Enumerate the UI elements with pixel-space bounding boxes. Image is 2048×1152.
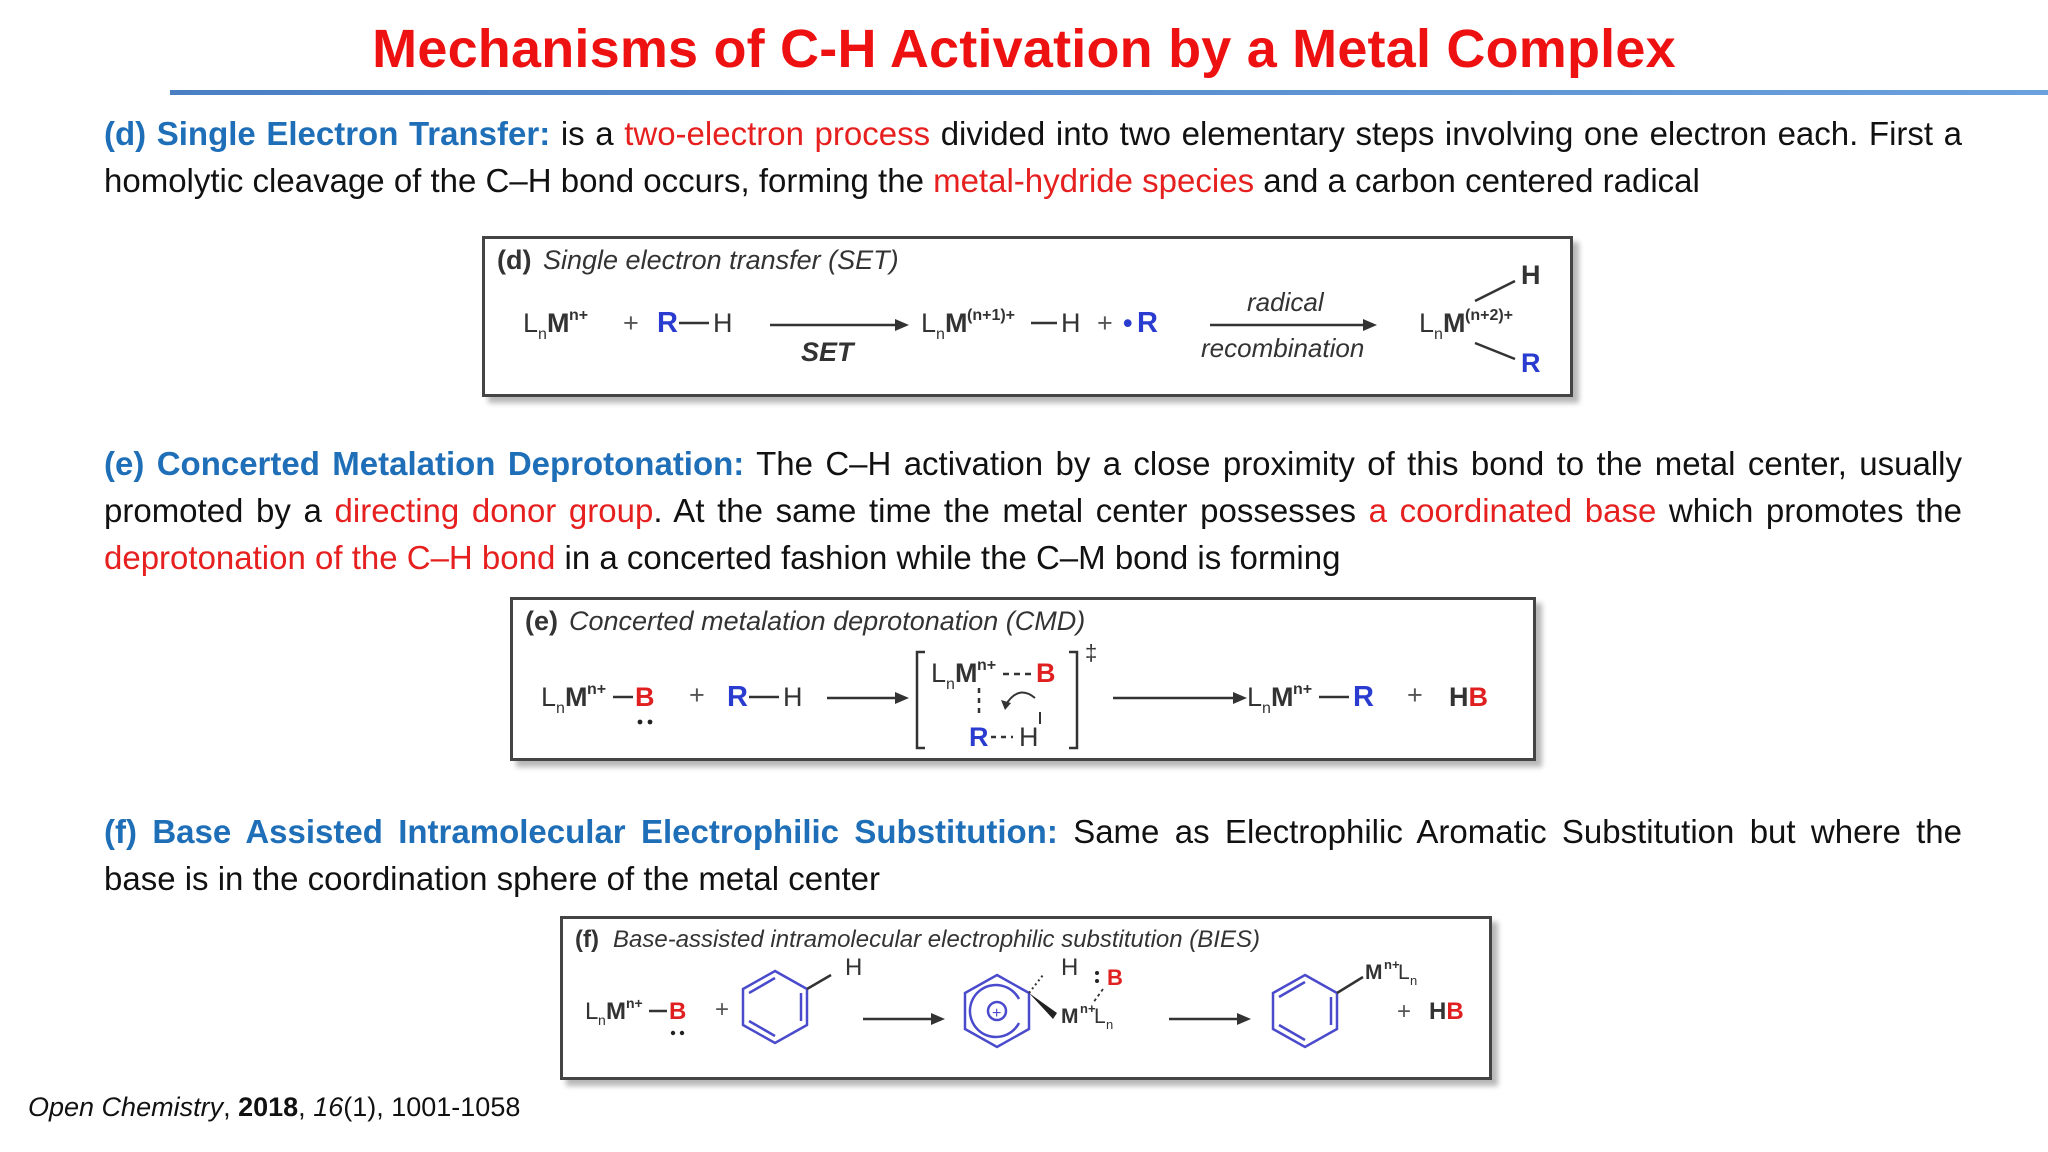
metal-m: M [1365,961,1383,984]
charge: n+ [587,681,607,698]
hb-product: HB [1429,998,1464,1025]
plus: + [715,996,730,1023]
paragraph-cmd [104,440,1962,581]
scheme-title: Single electron transfer (SET) [543,245,899,275]
journal-name: Open Chemistry [28,1092,224,1122]
R-group: R [727,681,748,713]
charge: n+ [1384,957,1400,972]
text: . At the same time the metal center possesses [653,492,1369,529]
plus: + [1407,680,1423,710]
scheme-label: (f) [575,926,599,953]
charge: (n+1)+ [967,307,1016,324]
charge: (n+2)+ [1465,307,1514,324]
metal-l: L [1398,961,1410,984]
scheme-title: Base-assisted intramolecular electrophilic substitution (BIES) [613,926,1260,953]
base-B: B [635,682,655,712]
cation-charge: + [992,1005,1002,1022]
paragraph-set [104,110,1962,204]
metal-m: M [547,308,570,338]
scheme-set-graphic [485,239,1570,394]
text: divided into two elementary steps involving one electron each. First a homolytic cleavage of the C–H bond occurs, forming the [104,115,1963,199]
scheme-label: (e) [525,606,558,636]
base-B: B [1036,658,1056,688]
highlight-text: deprotonation of the C–H bond [104,539,556,576]
metal-l: L [585,998,599,1025]
metal-l: L [1094,1005,1106,1028]
heading-bies: (f) Base Assisted Intramolecular Electrophilic Substitution: [104,813,1058,850]
scheme-cmd-graphic [513,600,1533,758]
dagger: ‡ [1085,640,1098,665]
sub-n: n [538,326,547,343]
paragraph-bies [104,808,1962,902]
metal-m: M [1443,308,1466,338]
slide-title: Mechanisms of C-H Activation by a Metal Complex [372,19,1676,79]
R-group: R [969,722,989,752]
scheme-bies-graphic [563,919,1489,1077]
benzene-ring [1273,975,1337,1047]
heading-set: (d) Single Electron Transfer: [104,115,551,152]
hydrogen: H [783,682,803,712]
charge: n+ [977,657,997,674]
hb-product: HB [1449,682,1488,712]
R-group: R [657,307,678,339]
metal-l: L [921,308,937,338]
highlight-text: directing donor group [334,492,654,529]
title-underline [170,90,2048,95]
citation: Open Chemistry, 2018, 16(1), 1001-1058 [28,1092,521,1122]
charge: n+ [626,995,643,1011]
radical-dot: • [1123,308,1133,338]
plus: + [689,680,705,710]
plus: + [1097,308,1113,338]
sub-n: n [1434,326,1443,343]
base-B: B [669,998,687,1025]
svg-text:(d) [497,245,531,275]
metal-l: L [1419,308,1435,338]
metal-m: M [565,682,588,712]
sub-n: n [1106,1017,1114,1032]
sub-n: n [936,326,945,343]
text: is a [560,115,625,152]
metal-m: M [606,998,626,1025]
hydrogen: H [1521,260,1541,290]
heading-cmd: (e) Concerted Metalation Deprotonation: [104,445,745,482]
scheme-set [482,236,1573,397]
sub-n: n [946,676,955,693]
metal-m: M [1271,682,1294,712]
scheme-cmd [510,597,1536,761]
hydrogen: H [1061,308,1081,338]
base-B: B [1107,965,1123,990]
R-group: R [1521,348,1541,378]
metal-m: M [945,308,968,338]
metal-m: M [1061,1005,1079,1028]
R-group: R [1137,307,1158,339]
plus: + [623,308,639,338]
text: in a concerted fashion while the C–M bond is forming [555,539,1341,576]
plus: + [1397,998,1412,1025]
charge: n+ [1293,681,1313,698]
sub-n: n [598,1012,606,1028]
hydrogen: H [713,308,733,338]
highlight-text: two-electron process [624,115,931,152]
charge: n+ [1080,1001,1096,1016]
hydrogen: H [1061,954,1079,981]
metal-l: L [931,658,947,688]
scheme-label: (d) [497,245,532,275]
metal-l: L [541,682,557,712]
metal-m: M [955,658,978,688]
hydrogen: H [845,954,863,981]
scheme-bies [560,916,1492,1080]
metal-l: L [523,308,539,338]
citation-pages: (1), 1001-1058 [343,1092,521,1122]
arrow-label-recombination: recombination [1201,333,1365,363]
R-group: R [1353,681,1374,713]
benzene-ring [743,971,807,1043]
charge: n+ [569,307,589,324]
sub-n: n [1410,973,1418,988]
highlight-text: metal-hydride species [933,162,1255,199]
sub-n: n [556,700,565,717]
sub-n: n [1262,700,1271,717]
citation-volume: 16 [313,1092,344,1122]
svg-text:(e) [525,606,558,636]
hydrogen: H [1019,722,1039,752]
scheme-title: Concerted metalation deprotonation (CMD) [569,606,1086,636]
text: which promotes the [1656,492,1962,529]
citation-year: 2018 [238,1092,299,1122]
text: and a carbon centered radical [1254,162,1700,199]
svg-text:(f) [575,926,599,953]
metal-l: L [1247,682,1263,712]
highlight-text: a coordinated base [1368,492,1657,529]
text: The C–H activation by a close proximity of this bond to the metal center, usually promoted by a [104,445,1962,529]
text: Same as Electrophilic Aromatic Substitution but where the base is in the coordination sphere of the metal center [104,813,1963,897]
arrow-label-radical: radical [1247,287,1324,317]
arrow-label-set: SET [801,337,854,367]
